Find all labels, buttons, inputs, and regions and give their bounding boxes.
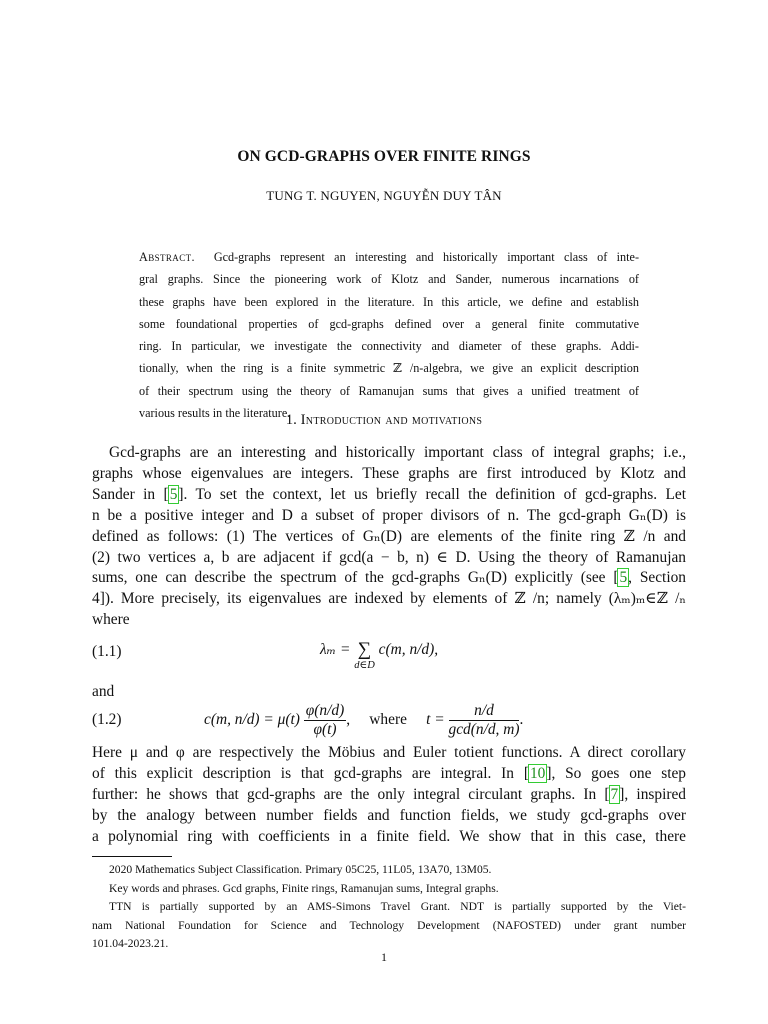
body-line: a polynomial ring with coefficients in a finite field. We show that in this case, there [92, 827, 686, 845]
body-line: Here μ and φ are respectively the Möbius and Euler totient functions. A direct corollary [92, 744, 686, 761]
abstract-line [139, 246, 639, 268]
footnote-funding-line: 101.04-2023.21. [92, 937, 169, 950]
abstract-line: gral graphs. Since the pioneering work of Klotz and Sander, numerous incarnations of [139, 272, 639, 287]
numerator: n/d [449, 702, 520, 721]
abstract-line: some foundational properties of gcd-graphs defined over a general finite commutative [139, 316, 639, 331]
citation-link[interactable]: 10 [529, 764, 546, 782]
equation-number: (1.1) [92, 643, 122, 660]
body-line: (2) two vertices a, b are adjacent if gcd(a − b, n) ∈ D. Using the theory of Ramanujan [92, 548, 686, 566]
denominator: φ(t) [313, 721, 337, 738]
body-line: further: he shows that gcd-graphs are the only integral circulant graphs. In [7], inspired [92, 785, 686, 803]
t-definition: t = [426, 711, 445, 729]
abstract-text: Gcd-graphs represent an interesting and historically important class of inte- [213, 250, 640, 264]
eq-lhs: c(m, n/d) = μ(t) [204, 711, 300, 729]
footnote-keywords: Key words and phrases. Gcd graphs, Finite rings, Ramanujan sums, Integral graphs. [109, 881, 499, 895]
equation-body [320, 640, 438, 672]
body-line: Sander in [5]. To set the context, let us briefly recall the definition of gcd-graphs. Let [92, 485, 687, 503]
equation-1-1 [92, 640, 686, 680]
summation [354, 640, 375, 672]
section-heading [0, 412, 768, 429]
abstract-line: these graphs have been explored in the literature. In this article, we define and establish [139, 294, 639, 309]
numerator: φ(n/d) [305, 702, 345, 719]
sum-index: d∈D [354, 660, 375, 671]
section-title: Introduction and motivations [300, 412, 483, 428]
footnote-msc: 2020 Mathematics Subject Classification. Primary 05C25, 11L05, 13A70, 13M05. [109, 863, 492, 876]
intro-paragraph-1 [92, 443, 686, 631]
citation-link[interactable]: 7 [610, 785, 619, 803]
body-line: and [92, 683, 115, 700]
eq-rhs: c(m, n/d), [378, 641, 439, 658]
body-line: by the analogy between number fields and function fields, we study gcd-graphs over [92, 806, 686, 824]
footnote-funding-line: nam National Foundation for Science and Technology Development (NAFOSTED) under grant number [92, 918, 686, 932]
equation-number: (1.2) [92, 711, 122, 728]
sigma-symbol: ∑ [357, 639, 372, 660]
body-line: defined as follows: (1) The vertices of Gₙ(D) are elements of the finite ring ℤ /n and [92, 527, 686, 545]
equation-1-2 [92, 702, 686, 742]
footnote-rule [92, 856, 172, 857]
abstract-line: ring. In particular, we investigate the connectivity and diameter of these graphs. Addi- [139, 339, 639, 354]
body-line: 4]). More precisely, its eigenvalues are indexed by elements of ℤ /n; namely (λₘ)ₘ∈ℤ /ₙ [92, 590, 686, 608]
citation-link[interactable]: 5 [619, 569, 628, 587]
body-line: sums, one can describe the spectrum of the gcd-graphs Gₙ(D) explicitly (see [5, Section [92, 569, 686, 587]
body-line: n be a positive integer and D a subset of proper divisors of n. The gcd-graph Gₙ(D) is [92, 506, 686, 524]
page-number: 1 [381, 950, 387, 964]
footnotes [92, 861, 686, 954]
abstract-line: various results in the literature. [139, 406, 291, 421]
citation-link[interactable]: 5 [169, 485, 178, 503]
abstract-line: tionally, when the ring is a finite symmetric ℤ /n-algebra, we give an explicit description [139, 361, 639, 376]
denominator: gcd(n/d, m) [448, 721, 520, 738]
intro-paragraph-2 [92, 743, 686, 848]
abstract-heading: Abstract. [139, 250, 195, 264]
eq-lhs: λₘ = [320, 641, 351, 658]
abstract-line: of their spectrum using the theory of Ramanujan sums that gives a unified treatment of [139, 383, 639, 398]
body-line: where [92, 611, 130, 629]
paper-title: ON GCD-GRAPHS OVER FINITE RINGS [237, 148, 531, 165]
fraction [304, 702, 346, 739]
body-line: graphs whose eigenvalues are integers. These graphs are first introduced by Klotz and [92, 464, 686, 482]
body-line: of this explicit description is that gcd-graphs are integral. In [10], So goes one step [92, 764, 687, 782]
and-line [92, 682, 686, 703]
equation-body: c(m, n/d) = μ(t) $\frac{\varphi(n/d)}{\varphi(t)}$ , where t = $\frac{n/d}{\gcd(n/d, m)}$ . [204, 702, 524, 738]
fraction [449, 702, 520, 739]
body-line: Gcd-graphs are an interesting and historically important class of integral graphs; i.e., [109, 444, 686, 461]
abstract [139, 246, 639, 424]
footnote-funding-line: TTN is partially supported by an AMS-Simons Travel Grant. NDT is partially supported by the Viet- [109, 900, 686, 913]
paper-authors: TUNG T. NGUYEN, NGUYỄN DUY TÂN [266, 188, 502, 203]
section-number: 1. [285, 412, 297, 428]
where-text: where [369, 711, 407, 729]
